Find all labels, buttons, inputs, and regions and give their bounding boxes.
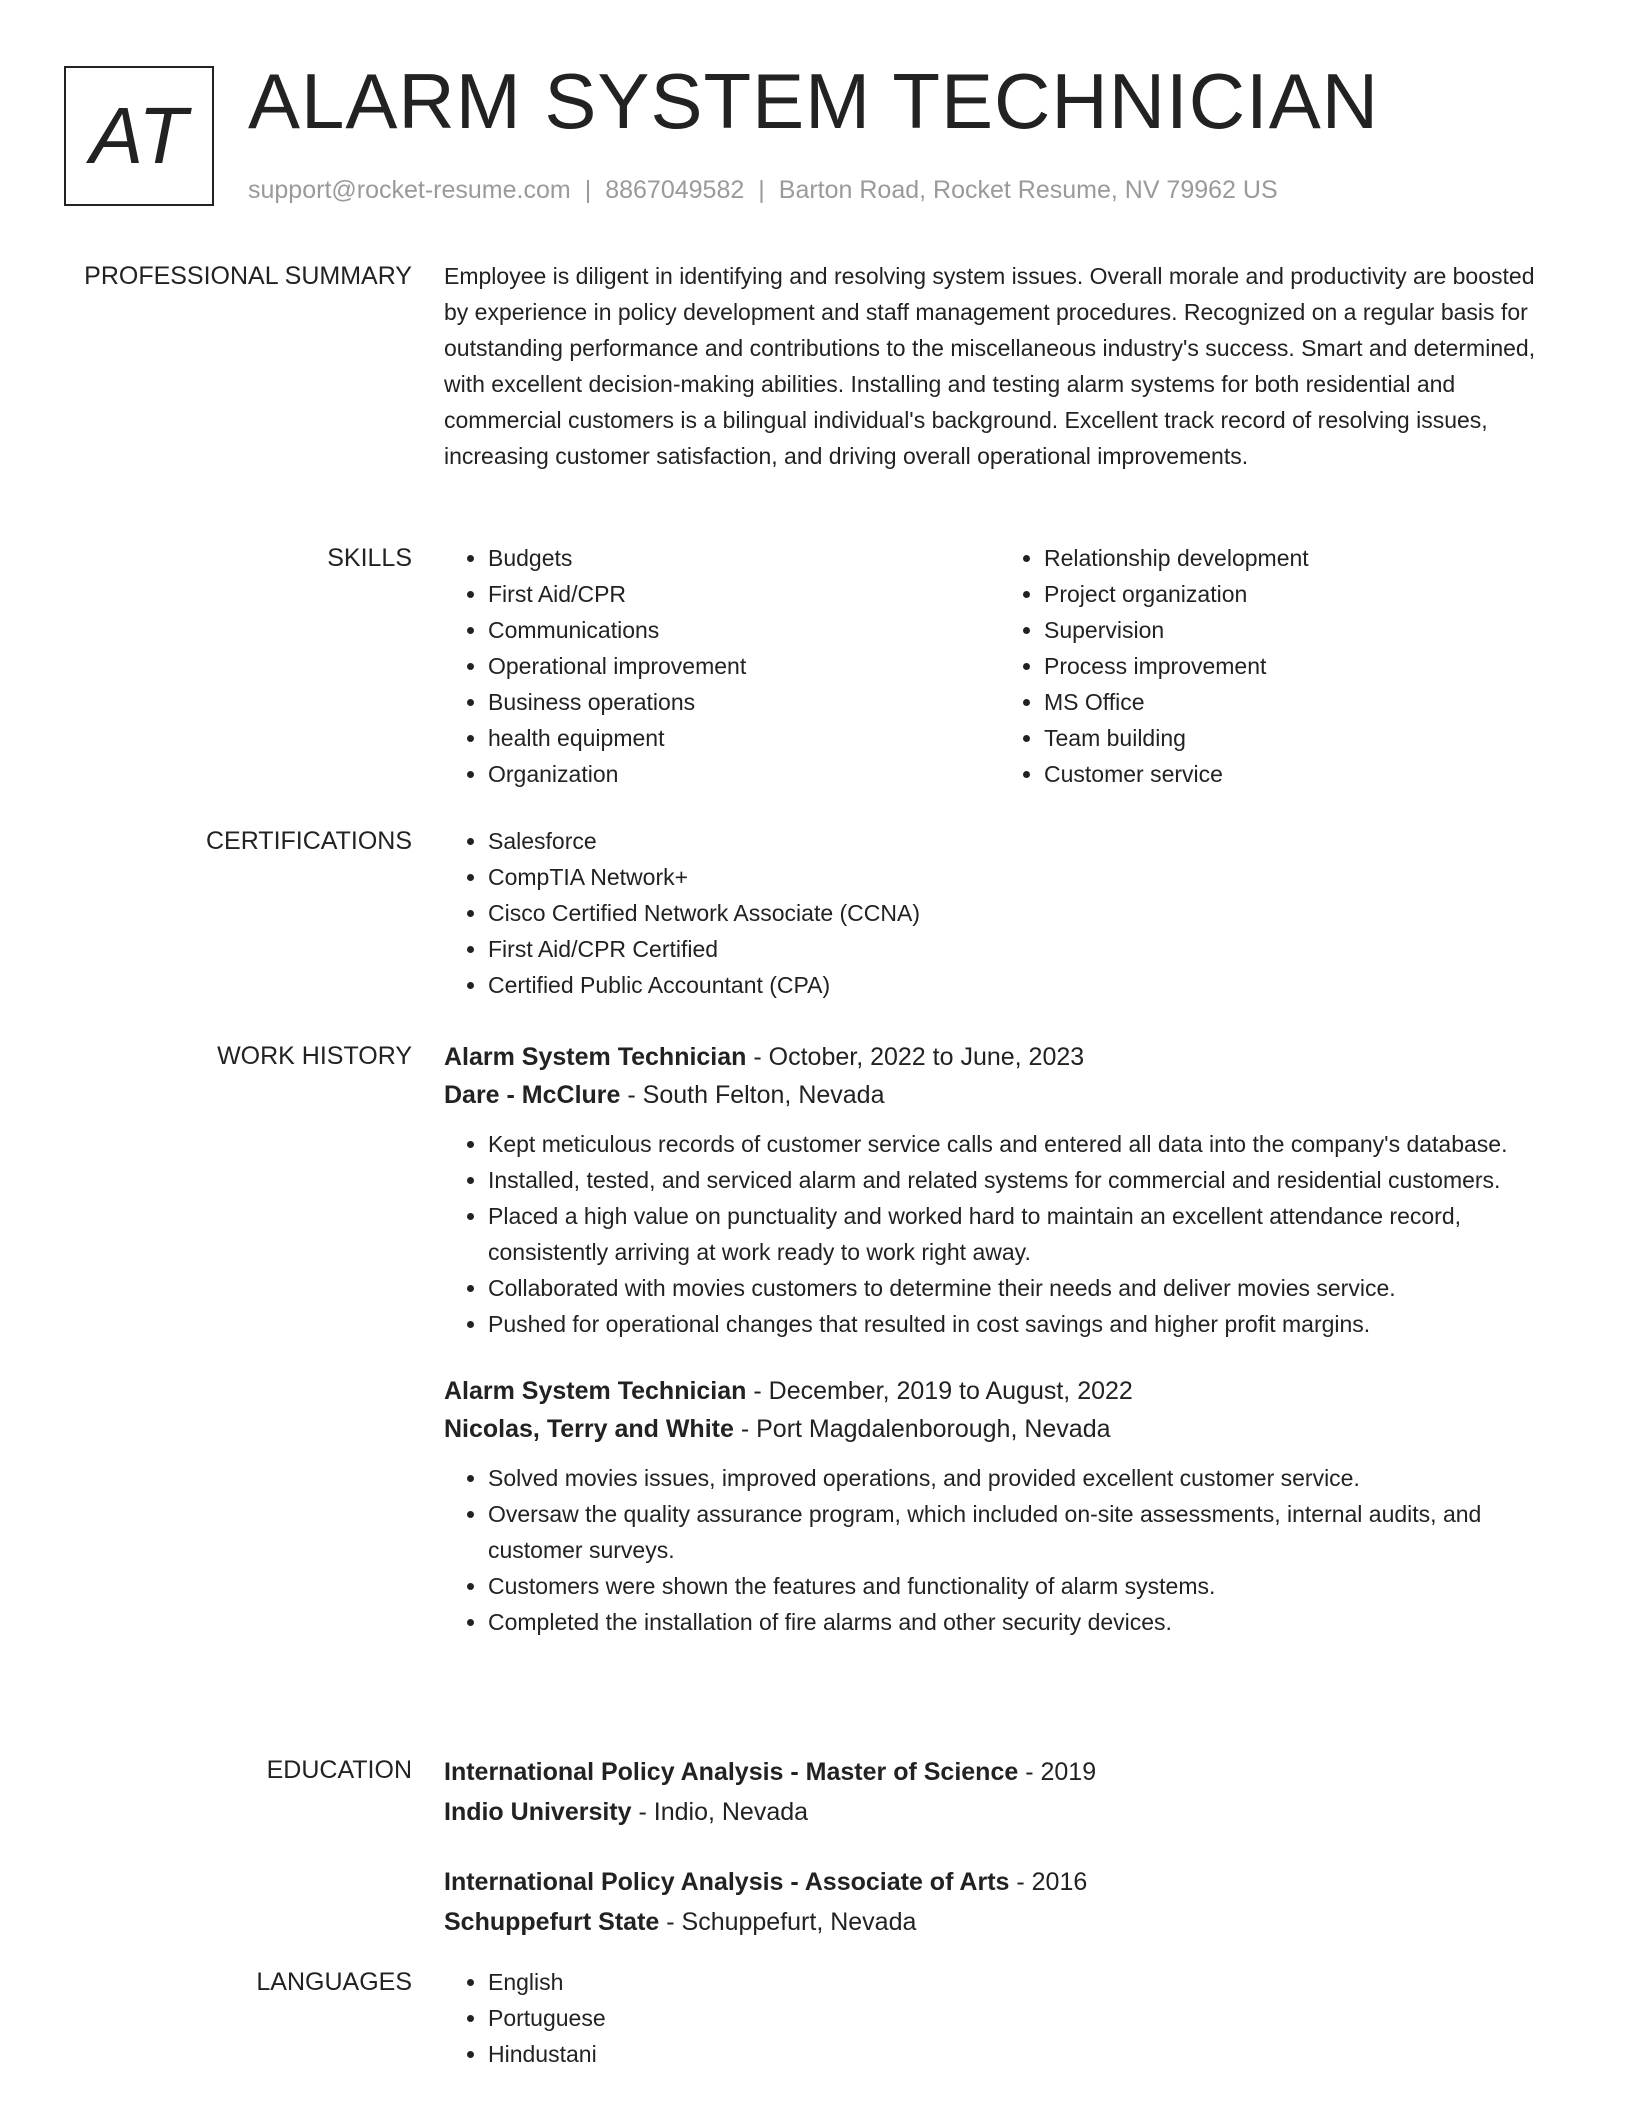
job-dates: October, 2022 to June, 2023: [768, 1043, 1085, 1071]
languages-list: [444, 1964, 1556, 2072]
monogram-logo: AT: [64, 66, 214, 206]
section-label-education: EDUCATION: [266, 1756, 412, 1784]
skill-item: • Customer service: [1044, 756, 1556, 792]
job-bullet: • Installed, tested, and serviced alarm and related systems for commercial and residential customers.: [488, 1162, 1556, 1198]
page-title: ALARM SYSTEM TECHNICIAN: [248, 57, 1380, 145]
skill-item: • First Aid/CPR: [488, 576, 1000, 612]
job-entry: [444, 1372, 1556, 1640]
certification-item: • Certified Public Accountant (CPA): [488, 967, 1556, 1003]
education-entry: [444, 1752, 1556, 1832]
job-location: South Felton, Nevada: [642, 1081, 885, 1109]
section-label-work-history: WORK HISTORY: [217, 1042, 412, 1070]
summary-text: Employee is diligent in identifying and resolving system issues. Overall morale and productivity are boosted by experience in policy development and staff management procedures. Recognized on a regular basis for outstanding performance and contributions to the miscellaneous industry's success. Smart and determined, with excellent decision-making abilities. Installing and testing alarm systems for both residential and commercial customers is a bilingual individual's background. Excellent track record of resolving issues, increasing customer satisfaction, and driving overall operational improvements.: [444, 263, 1536, 469]
job-dates: December, 2019 to August, 2022: [768, 1377, 1133, 1405]
education-degree: International Policy Analysis - Master of Science: [444, 1758, 1019, 1786]
job-company-line: Nicolas, Terry and White - Port Magdalenborough, Nevada: [444, 1415, 1111, 1443]
education-location: Schuppefurt, Nevada: [681, 1908, 917, 1936]
job-title: Alarm System Technician: [444, 1043, 747, 1071]
education-school: Indio University: [444, 1798, 632, 1826]
certification-item: • First Aid/CPR Certified: [488, 931, 1556, 967]
contact-email: support@rocket-resume.com: [248, 176, 571, 204]
education-school: Schuppefurt State: [444, 1908, 660, 1936]
section-label-certifications: CERTIFICATIONS: [205, 827, 412, 855]
skill-item: • Budgets: [488, 540, 1000, 576]
skills-list-left: [444, 540, 1000, 792]
job-bullet: • Collaborated with movies customers to determine their needs and deliver movies service.: [488, 1270, 1556, 1306]
skill-item: • Communications: [488, 612, 1000, 648]
job-title: Alarm System Technician: [444, 1377, 747, 1405]
skill-item: • Operational improvement: [488, 648, 1000, 684]
language-item: • Hindustani: [488, 2036, 1556, 2072]
job-company: Dare - McClure: [444, 1081, 621, 1109]
section-label-languages: LANGUAGES: [256, 1968, 412, 1996]
skills-list-right: [1000, 540, 1556, 792]
skill-item: • Project organization: [1044, 576, 1556, 612]
education-degree-line: International Policy Analysis - Associate of Arts - 2016: [444, 1868, 1088, 1896]
certification-item: • Salesforce: [488, 823, 1556, 859]
education-school-line: Schuppefurt State - Schuppefurt, Nevada: [444, 1908, 917, 1936]
education-degree-line: International Policy Analysis - Master of Science - 2019: [444, 1758, 1097, 1786]
skill-item: • Organization: [488, 756, 1000, 792]
contact-address: Barton Road, Rocket Resume, NV 79962 US: [778, 176, 1278, 204]
certification-item: • CompTIA Network+: [488, 859, 1556, 895]
job-company-line: Dare - McClure - South Felton, Nevada: [444, 1081, 885, 1109]
skill-item: • MS Office: [1044, 684, 1556, 720]
contact-line: [248, 174, 1278, 206]
education-school-line: Indio University - Indio, Nevada: [444, 1798, 809, 1826]
skill-item: • Process improvement: [1044, 648, 1556, 684]
education-entry: [444, 1862, 1556, 1942]
language-item: • English: [488, 1964, 1556, 2000]
job-bullet: • Oversaw the quality assurance program, which included on-site assessments, internal audits, and customer surveys.: [488, 1496, 1556, 1568]
certifications-list: [444, 823, 1556, 1003]
job-bullets: [444, 1460, 1556, 1640]
skill-item: • Relationship development: [1044, 540, 1556, 576]
section-label-summary: PROFESSIONAL SUMMARY: [84, 262, 412, 290]
job-bullet: • Solved movies issues, improved operations, and provided excellent customer service.: [488, 1460, 1556, 1496]
job-bullet: • Placed a high value on punctuality and worked hard to maintain an excellent attendance record, consistently arriving at work ready to work right away.: [488, 1198, 1556, 1270]
contact-separator: |: [758, 176, 765, 204]
education-degree: International Policy Analysis - Associate of Arts: [444, 1868, 1010, 1896]
skill-item: • health equipment: [488, 720, 1000, 756]
job-bullets: [444, 1126, 1556, 1342]
job-title-line: Alarm System Technician - October, 2022 to June, 2023: [444, 1043, 1085, 1071]
skill-item: • Supervision: [1044, 612, 1556, 648]
certification-item: • Cisco Certified Network Associate (CCNA): [488, 895, 1556, 931]
skill-item: • Business operations: [488, 684, 1000, 720]
job-bullet: • Pushed for operational changes that resulted in cost savings and higher profit margins.: [488, 1306, 1556, 1342]
job-entry: [444, 1038, 1556, 1342]
skill-item: • Team building: [1044, 720, 1556, 756]
language-item: • Portuguese: [488, 2000, 1556, 2036]
education-year: 2016: [1031, 1868, 1088, 1896]
education-location: Indio, Nevada: [653, 1798, 809, 1826]
contact-phone: 8867049582: [605, 176, 745, 204]
education-year: 2019: [1040, 1758, 1097, 1786]
job-title-line: Alarm System Technician - December, 2019 to August, 2022: [444, 1377, 1133, 1405]
job-bullet: • Completed the installation of fire alarms and other security devices.: [488, 1604, 1556, 1640]
job-bullet: • Kept meticulous records of customer service calls and entered all data into the company's database.: [488, 1126, 1556, 1162]
job-location: Port Magdalenborough, Nevada: [756, 1415, 1111, 1443]
section-label-skills: SKILLS: [327, 544, 412, 572]
contact-separator: |: [584, 176, 592, 204]
job-company: Nicolas, Terry and White: [444, 1415, 734, 1443]
job-bullet: • Customers were shown the features and functionality of alarm systems.: [488, 1568, 1556, 1604]
